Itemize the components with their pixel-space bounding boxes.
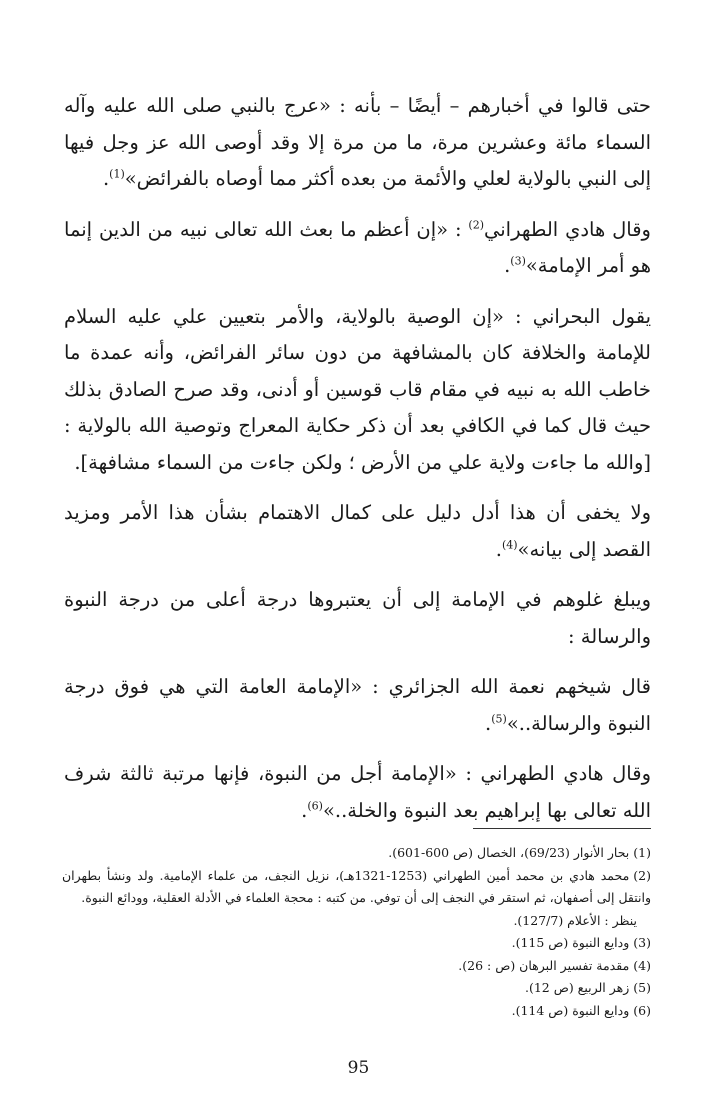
footnote-text: بحار الأنوار (69/23)، الخصال (ص 600-601). (388, 845, 630, 860)
footnote-number: (3) (633, 935, 651, 950)
footnote-text: محمد هادي بن محمد أمين الطهراني (1253-1321هـ)، نزيل النجف، من علماء الإمامية. ولد ونشأ بطهران وانتقل إلى أصفهان، ثم استقر في النجف إلى أن توفي. من كتبه : محجة العلماء في الأدلة العقلية، وودائع النبوة. (62, 867, 651, 905)
footnote-4 (62, 955, 651, 978)
paragraph-1 (64, 88, 651, 198)
paragraph-end: . (485, 711, 492, 735)
footnote-1 (62, 842, 651, 865)
main-text (64, 88, 651, 843)
paragraph-text: ولا يخفى أن هذا أدل دليل على كمال الاهتمام بشأن هذا الأمر ومزيد القصد إلى بيانه» (64, 501, 651, 561)
footnote-ref: (4) (501, 538, 518, 551)
footnote-number: (4) (633, 957, 651, 973)
footnote-text: ينظر : الأعلام (127/7). (513, 912, 637, 928)
footnote-ref: (1) (109, 167, 125, 181)
footnote-2 (62, 865, 651, 910)
footnote-number: (1) (633, 845, 651, 860)
paragraph-3 (64, 299, 651, 482)
paragraph-5 (64, 582, 651, 655)
footnote-ref: (2) (468, 218, 484, 231)
page-number: 95 (347, 1058, 370, 1078)
paragraph-text: وقال هادي الطهراني : «الإمامة أجل من النبوة، فإنها مرتبة ثالثة شرف الله تعالى بها إبراهيم بعد النبوة والخلة..» (64, 762, 651, 822)
footnotes (62, 842, 651, 1022)
footnote-text: مقدمة تفسير البرهان (ص : 26). (458, 957, 630, 973)
paragraph-4 (64, 495, 651, 568)
paragraph-text: : «إن أعظم ما بعث الله تعالى نبيه من الدين إنما هو أمر الإمامة» (64, 217, 651, 277)
footnote-number: (6) (633, 1002, 651, 1018)
paragraph-end: . (301, 798, 308, 822)
footnote-number: (5) (633, 980, 651, 995)
footnote-text: ودايع النبوة (ص 115). (511, 935, 630, 950)
footnote-3 (62, 932, 651, 955)
paragraph-end: . (495, 537, 502, 561)
paragraph-text: يقول البحراني : «إن الوصية بالولاية، والأمر بتعيين علي عليه السلام للإمامة والخلافة كان بالمشافهة من دون سائر الفرائض، وأنه عمدة ما خاطب الله به نبيه في مقام قاب قوسين أو أدنى، وقد صرح الصادق بذلك حيث قال كما في الكافي بعد أن ذكر حكاية المعراج وتوصية الله بالولاية : [والله ما جاءت ولاية علي من الأرض ؛ ولكن جاءت من السماء مشافهة]. (64, 304, 651, 474)
paragraph-7 (64, 756, 651, 829)
paragraph-text: قال شيخهم نعمة الله الجزائري : «الإمامة العامة التي هي فوق درجة النبوة والرسالة..» (64, 675, 651, 735)
footnote-separator (473, 828, 651, 829)
paragraph-text: ويبلغ غلوهم في الإمامة إلى أن يعتبروها درجة أعلى من درجة النبوة والرسالة : (64, 588, 651, 648)
paragraph-end: . (504, 254, 511, 277)
footnote-ref: (5) (491, 712, 507, 725)
footnote-text: زهر الربيع (ص 12). (524, 980, 630, 995)
footnote-6 (62, 1000, 651, 1023)
footnote-text: ودايع النبوة (ص 114). (511, 1002, 630, 1018)
paragraph-2 (64, 212, 651, 285)
paragraph-6 (64, 669, 651, 742)
footnote-2-continuation (62, 910, 651, 933)
footnote-number: (2) (633, 867, 651, 883)
paragraph-text: حتى قالوا في أخبارهم – أيضًا – بأنه : «عرج بالنبي صلى الله عليه وآله السماء مائة وعشرين مرة، ما من مرة إلا وقد أوصى الله عز وجل فيها إلى النبي بالولاية لعلي والأئمة من بعده أكثر مما أوصاه بالفرائض» (64, 94, 651, 190)
footnote-5 (62, 977, 651, 1000)
paragraph-end: . (102, 167, 110, 190)
footnote-ref: (3) (510, 254, 526, 268)
footnote-ref: (6) (307, 799, 323, 812)
paragraph-text: وقال هادي الطهراني (484, 217, 651, 241)
